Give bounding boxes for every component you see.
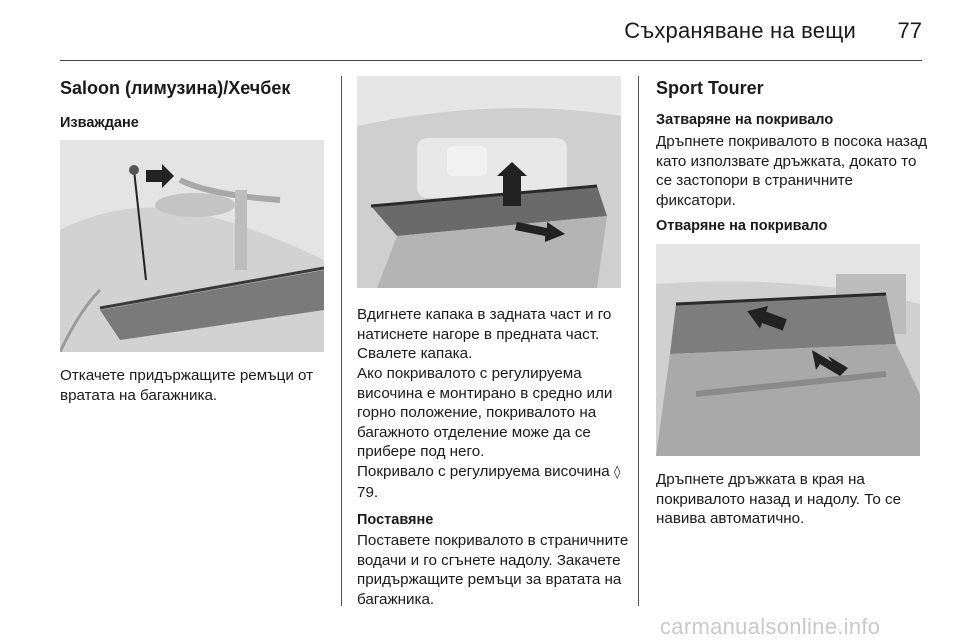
- header-divider: [60, 60, 922, 61]
- paragraph-remove-cover: Свалете капака.: [357, 345, 473, 362]
- reference-page: 79.: [357, 483, 379, 501]
- subheading-install: Поставяне: [357, 512, 434, 528]
- column-divider-1: [341, 76, 342, 606]
- figure-cover-open: [656, 244, 920, 456]
- page-title: Съхраняване на вещи: [624, 18, 856, 43]
- reference-text: Покривало с регулируема височина: [357, 463, 614, 480]
- figure-trunk-strap: [60, 140, 324, 352]
- paragraph-close-cover: Дръпнете покривалото в посока назад като използвате дръжката, докато то се застопори в страничните фиксатори.: [656, 133, 928, 209]
- subheading-removal: Изваждане: [60, 115, 139, 131]
- section-heading-saloon: Saloon (лимузина)/Хечбек: [60, 78, 291, 98]
- figure-cover-lift: [357, 76, 621, 288]
- paragraph-install: Поставете покривалото в страничните водачи и го сгънете надолу. Закачете придържащите ремъци за вратата на багажника.: [357, 532, 629, 608]
- section-heading-sport-tourer: Sport Tourer: [656, 78, 764, 98]
- reference-arrow-icon: ◊: [613, 465, 621, 480]
- column-divider-2: [638, 76, 639, 606]
- page-number: 77: [897, 18, 922, 43]
- paragraph-reference: [357, 462, 633, 502]
- paragraph-open-cover: Дръпнете дръжката в края на покривалото назад и надолу. То се навива автоматично.: [656, 471, 902, 527]
- subheading-close-cover: Затваряне на покривало: [656, 112, 834, 128]
- subheading-open-cover: Отваряне на покривало: [656, 218, 828, 234]
- paragraph-lift-cover: Вдигнете капака в задната част и го натиснете нагоре в предната част.: [357, 306, 612, 343]
- caption-col1: Откачете придържащите ремъци от вратата на багажника.: [60, 367, 314, 404]
- paragraph-height-adjustable: Ако покривалото с регулируема височина е монтирано в средно или горно положение, покривалото на багажното отделение може да се прибере под него.: [357, 365, 613, 460]
- watermark: carmanualsonline.info: [660, 614, 881, 639]
